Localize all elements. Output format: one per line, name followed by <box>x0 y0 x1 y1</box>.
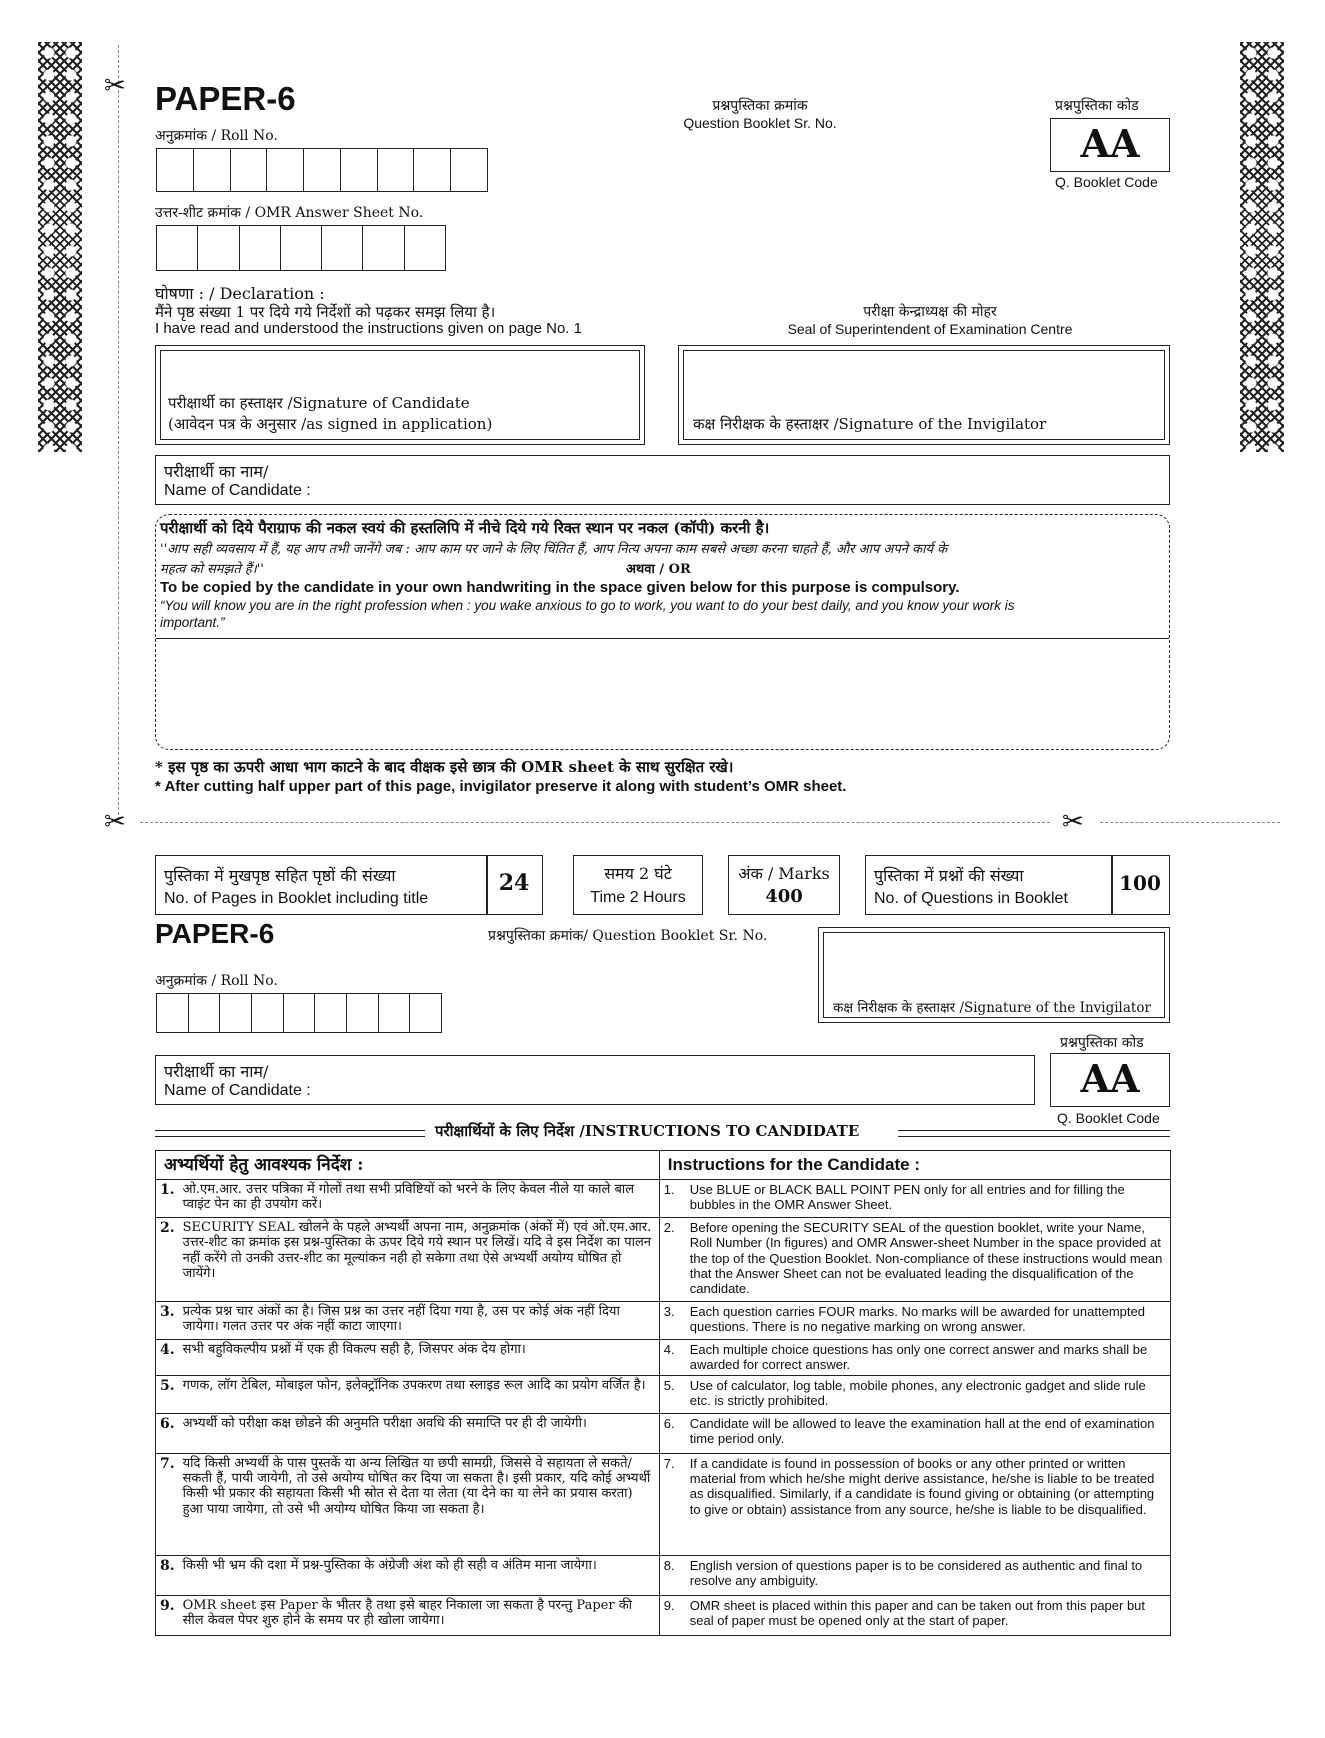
candidate-signature-box[interactable] <box>155 345 645 445</box>
instruction-text-hi: प्रत्येक प्रश्न चार अंकों का है। जिस प्रश्न का उत्तर नहीं दिया गया है, उस पर कोई अंक नहीं दिया जायेगा। गलत उत्तर पर अंक नहीं काटा जाएगा। <box>179 1302 660 1340</box>
instruction-text-hi: ओ.एम.आर. उत्तर पत्रिका में गोलों तथा सभी प्रविष्टियों को भरने के लिए केवल नीले या काले बाल प्वाइंट पेन का ही उपयोग करें। <box>179 1180 660 1218</box>
instructions-table <box>155 1150 1171 1636</box>
instruction-number-hi: 4. <box>156 1340 179 1376</box>
instruction-number-hi: 3. <box>156 1302 179 1340</box>
declaration-hi: मैंने पृष्ठ संख्या 1 पर दिये गये निर्देशों को पढ़कर समझ लिया है। <box>155 303 496 321</box>
instruction-number-hi: 1. <box>156 1180 179 1218</box>
title-rule-right <box>898 1130 1170 1137</box>
instruction-text-en: Use BLUE or BLACK BALL POINT PEN only for all entries and for filling the bubbles in the OMR Answer Sheet. <box>686 1180 1171 1218</box>
invigilator-signature-box-bottom[interactable] <box>818 927 1170 1023</box>
instruction-text-hi: यदि किसी अभ्यर्थी के पास पुस्तकें या अन्य लिखित या छपी सामग्री, जिससे वे सहायता ले सकते/सकती हैं, पायी जायेगी, तो उसे अयोग्य घोषित कर दिया जा सकता है। इसी प्रकार, यदि कोई अभ्यर्थी किसी भी प्रकार की सहायता किसी भी स्रोत से देता या लेता (या देने का या लेने का प्रयास करता) हुआ पाया जायेगा, तो उसे भी अयोग्य घोषित किया जा सकता है। <box>179 1453 660 1555</box>
scissors-icon-right: ✂ <box>1062 806 1084 836</box>
table-row <box>156 1413 1171 1453</box>
quote-en-1: “You will know you are in the right profession when : you wake anxious to go to work, you want to do your best daily, and you know your work is <box>160 598 1015 613</box>
time-en: Time 2 Hours <box>590 889 686 906</box>
instruction-number-hi: 9. <box>156 1595 179 1635</box>
booklet-code-box <box>1050 118 1170 172</box>
quote-en-2: important.” <box>160 615 225 630</box>
instruction-text-en: Use of calculator, log table, mobile phones, any electronic gadget and slide rule etc. is strictly prohibited. <box>686 1375 1171 1413</box>
booklet-code-value: AA <box>1080 121 1140 166</box>
pages-count-hi: पुस्तिका में मुखपृष्ठ सहित पृष्ठों की संख्या <box>164 866 396 885</box>
title-rule-left <box>155 1130 425 1137</box>
questions-count-box <box>865 855 1170 915</box>
instruction-number-en: 2. <box>659 1218 685 1302</box>
declaration-en: I have read and understood the instructions given on page No. 1 <box>155 320 582 337</box>
instruction-text-hi: सभी बहुविकल्पीय प्रश्नों में एक ही विकल्प सही है, जिसपर अंक देय होगा। <box>179 1340 660 1376</box>
left-decorative-border <box>38 42 82 452</box>
roll-no-label: अनुक्रमांक / Roll No. <box>155 128 278 144</box>
instruction-text-en: Candidate will be allowed to leave the examination hall at the end of examination time period only. <box>686 1413 1171 1453</box>
instruction-text-hi: OMR sheet इस Paper के भीतर है तथा इसे बाहर निकाला जा सकता है परन्तु Paper की सील केवल पेपर शुरु होने के समय पर ही खोला जायेगा। <box>179 1595 660 1635</box>
candidate-name-field-bottom[interactable] <box>155 1055 1035 1105</box>
quote-hi-2: महत्व को समझते हैं।'' <box>160 562 264 577</box>
scissors-icon-left: ✂ <box>104 806 126 836</box>
candidate-name-en-bottom: Name of Candidate : <box>164 1082 311 1099</box>
seal-en: Seal of Superintendent of Examination Centre <box>787 321 1073 337</box>
omr-no-boxes[interactable] <box>156 225 446 271</box>
instruction-text-hi: गणक, लॉग टेबिल, मोबाइल फोन, इलेक्ट्रॉनिक उपकरण तथा स्लाइड रूल आदि का प्रयोग वर्जित है। <box>179 1375 660 1413</box>
instruction-number-en: 3. <box>659 1302 685 1340</box>
pages-count-box <box>155 855 543 915</box>
invigilator-signature-label: कक्ष निरीक्षक के हस्ताक्षर /Signature of the Invigilator <box>693 415 1047 433</box>
vertical-cut-line <box>118 45 119 820</box>
roll-no-boxes[interactable] <box>156 148 488 192</box>
roll-no-boxes-bottom[interactable] <box>156 993 442 1033</box>
right-decorative-border <box>1240 42 1284 452</box>
candidate-name-en: Name of Candidate : <box>164 482 311 499</box>
instruction-text-en: English version of questions paper is to be considered as authentic and final to resolve any ambiguity. <box>686 1555 1171 1595</box>
copy-heading-en: To be copied by the candidate in your own handwriting in the space given below for this purpose is compulsory. <box>160 579 960 596</box>
booklet-code-value-bottom: AA <box>1080 1056 1140 1101</box>
or-label: अथवा / OR <box>626 562 691 577</box>
table-row <box>156 1555 1171 1595</box>
instruction-number-hi: 6. <box>156 1413 179 1453</box>
booklet-sr-bottom: प्रश्नपुस्तिका क्रमांक/ Question Booklet Sr. No. <box>488 928 768 944</box>
candidate-name-hi-bottom: परीक्षार्थी का नाम/ <box>164 1062 269 1081</box>
table-row <box>156 1218 1171 1302</box>
booklet-sr-en: Question Booklet Sr. No. <box>683 115 837 131</box>
candidate-name-field[interactable] <box>155 455 1170 505</box>
instruction-number-en: 7. <box>659 1453 685 1555</box>
booklet-code-en-bottom: Q. Booklet Code <box>1057 1110 1160 1126</box>
cut-note-hi: * इस पृष्ठ का ऊपरी आधा भाग काटने के बाद वीक्षक इसे छात्र की OMR sheet के साथ सुरक्षित रखे। <box>155 758 734 776</box>
instruction-number-en: 9. <box>659 1595 685 1635</box>
roll-no-label-bottom: अनुक्रमांक / Roll No. <box>155 973 278 989</box>
instruction-text-en: Each question carries FOUR marks. No marks will be awarded for unattempted questions. There is no negative marking on wrong answer. <box>686 1302 1171 1340</box>
instruction-number-hi: 2. <box>156 1218 179 1302</box>
copy-divider <box>156 638 1169 639</box>
seal-hi: परीक्षा केन्द्राध्यक्ष की मोहर <box>863 304 997 320</box>
instruction-number-hi: 7. <box>156 1453 179 1555</box>
cut-note-en: * After cutting half upper part of this page, invigilator preserve it along with student’s OMR sheet. <box>155 778 847 795</box>
instruction-number-en: 4. <box>659 1340 685 1376</box>
marks-label: अंक / Marks <box>738 864 830 883</box>
instructions-hi-heading: अभ्यर्थियों हेतु आवश्यक निर्देश : <box>156 1151 660 1180</box>
candidate-signature-label-1: परीक्षार्थी का हस्ताक्षर /Signature of Candidate <box>168 394 470 412</box>
instruction-text-en: OMR sheet is placed within this paper and can be taken out from this paper but seal of paper must be opened only at the start of paper. <box>686 1595 1171 1635</box>
instruction-number-en: 8. <box>659 1555 685 1595</box>
table-row <box>156 1180 1171 1218</box>
table-row <box>156 1453 1171 1555</box>
horizontal-cut-line-right <box>1100 822 1280 823</box>
booklet-code-hi: प्रश्नपुस्तिका कोड <box>1055 98 1139 114</box>
booklet-code-en: Q. Booklet Code <box>1055 174 1158 190</box>
horizontal-cut-line <box>140 822 1050 823</box>
table-row <box>156 1375 1171 1413</box>
instruction-text-en: Before opening the SECURITY SEAL of the question booklet, write your Name, Roll Number (In figures) and OMR Answer-sheet Number in the space provided at the top of the Question Booklet. Non-compliance of these instructions would mean that the Answer Sheet can not be evaluated leading the disqualification of the candidate. <box>686 1218 1171 1302</box>
instruction-text-en: If a candidate is found in possession of books or any other printed or written material from which he/she might derive assistance, he/she is liable to be treated as disqualified. Similarly, if a candidate is found giving or obtaining (or attempting to give or obtain) assistance from any source, he/she is liable to be disqualified. <box>686 1453 1171 1555</box>
omr-no-label: उत्तर-शीट क्रमांक / OMR Answer Sheet No. <box>155 205 424 221</box>
instruction-number-en: 5. <box>659 1375 685 1413</box>
instructions-title: परीक्षार्थियों के लिए निर्देश /INSTRUCTIONS TO CANDIDATE <box>435 1122 860 1140</box>
table-row <box>156 1302 1171 1340</box>
instruction-number-hi: 8. <box>156 1555 179 1595</box>
marks-box <box>728 855 840 915</box>
scissors-icon: ✂ <box>104 70 126 100</box>
candidate-name-hi: परीक्षार्थी का नाम/ <box>164 462 269 481</box>
instruction-number-hi: 5. <box>156 1375 179 1413</box>
instruction-text-hi: किसी भी भ्रम की दशा में प्रश्न-पुस्तिका के अंग्रेजी अंश को ही सही व अंतिम माना जायेगा। <box>179 1555 660 1595</box>
instruction-number-en: 1. <box>659 1180 685 1218</box>
instruction-text-en: Each multiple choice questions has only one correct answer and marks shall be awarded for correct answer. <box>686 1340 1171 1376</box>
pages-count-value: 24 <box>498 870 530 896</box>
table-row <box>156 1595 1171 1635</box>
copy-heading-hi: परीक्षार्थी को दिये पैराग्राफ की नकल स्वयं की हस्तलिपि में नीचे दिये गये रिक्त स्थान पर नकल (कॉपी) करनी है। <box>160 519 770 537</box>
instruction-text-hi: SECURITY SEAL खोलने के पहले अभ्यर्थी अपना नाम, अनुक्रमांक (अंकों में) एवं ओ.एम.आर. उत्तर-शीट का क्रमांक इस प्रश्न-पुस्तिका के ऊपर दिये गये स्थान पर लिखें। यदि वे इस निर्देश का पालन नहीं करेंगे तो उनकी उत्तर-शीट का मूल्यांकन नही हो सकेगा तथा ऐसे अभ्यर्थी अयोग्य घोषित हो जायेंगे। <box>179 1218 660 1302</box>
time-hi: समय 2 घंटे <box>604 864 672 883</box>
pages-count-en: No. of Pages in Booklet including title <box>164 890 429 907</box>
paper-title: PAPER-6 <box>155 80 296 117</box>
booklet-code-box-bottom <box>1050 1053 1170 1107</box>
marks-value: 400 <box>765 886 803 907</box>
invigilator-signature-box[interactable] <box>678 345 1170 445</box>
questions-count-en: No. of Questions in Booklet <box>874 890 1068 907</box>
instruction-text-hi: अभ्यर्थी को परीक्षा कक्ष छोडने की अनुमति परीक्षा अवधि की समाप्ति पर ही दी जायेगी। <box>179 1413 660 1453</box>
paper-title-bottom: PAPER-6 <box>155 918 275 949</box>
candidate-signature-label-2: (आवेदन पत्र के अनुसार /as signed in application) <box>168 415 493 433</box>
table-row <box>156 1340 1171 1376</box>
instruction-number-en: 6. <box>659 1413 685 1453</box>
booklet-code-hi-bottom: प्रश्नपुस्तिका कोड <box>1060 1035 1144 1051</box>
time-box <box>573 855 703 915</box>
questions-count-hi: पुस्तिका में प्रश्नों की संख्या <box>874 866 1024 885</box>
invigilator-signature-label-bottom: कक्ष निरीक्षक के हस्ताक्षर /Signature of the Invigilator <box>833 1000 1151 1016</box>
quote-hi-1: ''आप सही व्यवसाय में हैं, यह आप तभी जानेंगे जब : आप काम पर जाने के लिए चिंतित हैं, आप नित्य अपना काम सबसे अच्छा करना चाहते हैं, और आप अपने कार्य के <box>160 542 948 557</box>
questions-count-value: 100 <box>1119 871 1161 895</box>
instructions-en-heading: Instructions for the Candidate : <box>659 1151 1170 1180</box>
declaration-label: घोषणा : / Declaration : <box>155 284 325 303</box>
booklet-sr-hi: प्रश्नपुस्तिका क्रमांक <box>712 98 808 114</box>
copy-paragraph-area[interactable] <box>155 514 1170 750</box>
